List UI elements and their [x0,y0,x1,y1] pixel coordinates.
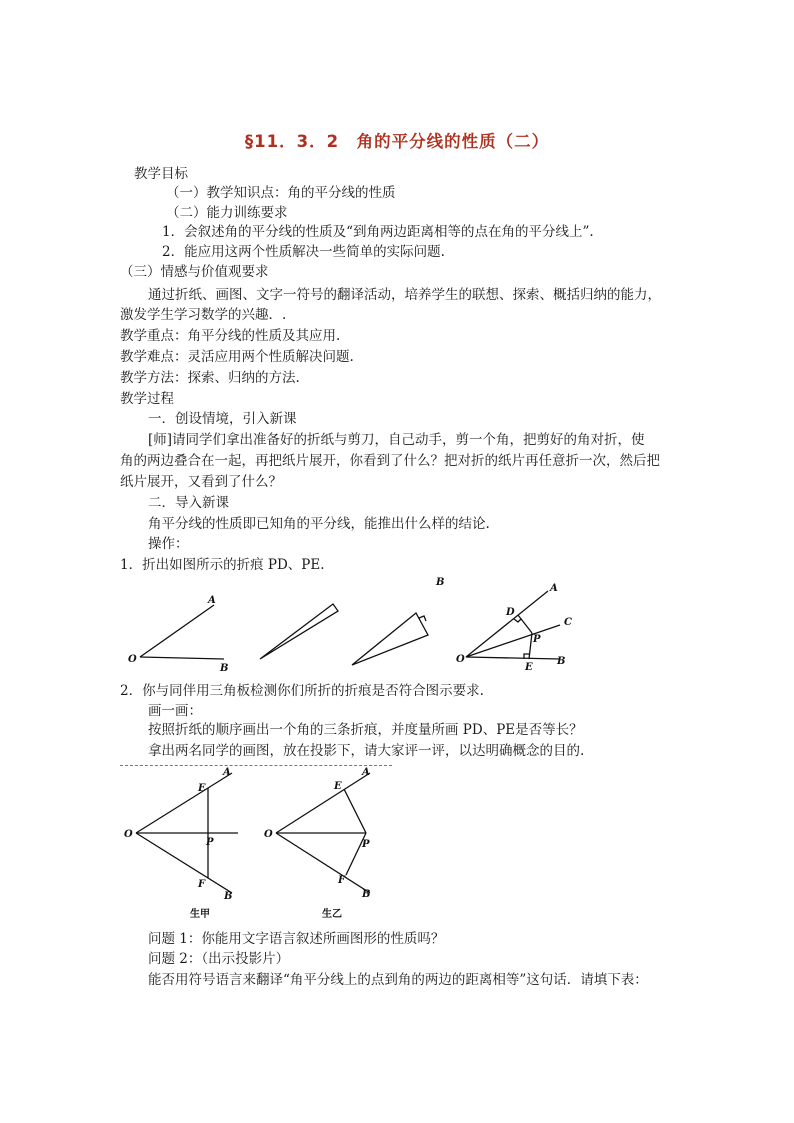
label-p: P [533,634,541,645]
angle-figure-1 [128,595,228,674]
step1-heading: 一．创设情境，引入新课 [148,411,297,427]
student-drawings-figure [120,765,392,925]
goal-emotion: （三）情感与价值观要求 [120,264,269,280]
step2-heading: 二．导入新课 [148,495,229,511]
label-o2: O [456,654,465,665]
right-angle-fold [352,577,444,665]
label-a2: A [550,583,558,594]
step1-line-2: 角的两边叠合在一起，再把纸片展开，你看到了什么？把对折的纸片再任意折一次，然后把 [120,453,660,469]
label-e4: E [334,781,342,792]
label-b4: B [362,889,371,900]
label-o3: O [124,829,133,840]
goals-heading: 教学目标 [134,166,188,182]
draw-heading: 画一画： [148,703,202,719]
operation-2: 2．你与同伴用三角板检测你们所折的折痕是否符合图示要求. [120,683,484,699]
label-a3: A [223,767,231,778]
folding-figure [120,575,590,675]
goal-ability-item-2: 2．能应用这两个性质解决一些简单的实际问题. [162,244,445,260]
question-2-line: 能否用符号语言来翻译“角平分线上的点到角的两边的距离相等”这句话．请填下表： [148,972,648,988]
goal-ability: （二）能力训练要求 [166,205,288,221]
draw-line-1: 按照折纸的顺序画出一个角的三条折痕，并度量所画 PD、PE是否等长？ [148,722,583,738]
question-2: 问题 2：（出示投影片） [148,951,290,967]
label-c: C [564,617,572,628]
label-b: B [220,663,229,674]
step2-line-1: 角平分线的性质即已知角的平分线，能推出什么样的结论. [148,516,490,532]
goal-ability-item-1: 1．会叙述角的平分线的性质及“到角两边距离相等的点在角的平分线上”. [162,224,594,240]
label-e: E [525,662,533,673]
label-top-b: B [436,577,445,588]
label-b2: B [557,656,566,667]
step1-line-3: 纸片展开，又看到了什么？ [120,474,282,490]
step1-line-1: [师]请同学们拿出准备好的折纸与剪刀，自己动手，剪一个角，把剪好的角对折，使 [148,432,645,448]
drawing-student-b [264,767,370,920]
goal-emotion-line-1: 通过折纸、画图、文字一符号的翻译活动，培养学生的联想、探索、概括归纳的能力， [148,287,661,303]
label-e3: E [198,783,206,794]
label-p4: P [362,839,370,850]
method: 教学方法：探索、归纳的方法. [120,370,300,386]
label-o4: O [264,829,273,840]
operation-label: 操作： [148,536,189,552]
label-p3: P [206,837,214,848]
label-o: O [128,654,137,665]
label-f3: F [198,879,206,890]
draw-line-2: 拿出两名同学的画图，放在投影下，请大家评一评，以达明确概念的目的. [148,743,585,759]
label-f4: F [338,875,346,886]
page-title: §11．3．2 角的平分线的性质（二） [244,132,550,151]
drawing-student-a [124,767,238,920]
label-a4: A [362,767,370,778]
process-heading: 教学过程 [120,391,174,407]
caption-student-a: 生甲 [190,909,210,920]
difficulty: 教学难点：灵活应用两个性质解决问题. [120,349,354,365]
fold-crease-figure [456,583,572,673]
goal-knowledge: （一）教学知识点：角的平分线的性质 [166,185,396,201]
caption-student-b: 生乙 [322,909,342,920]
operation-1: 1．折出如图所示的折痕 PD、PE. [120,557,325,573]
goal-emotion-line-2: 激发学生学习数学的兴趣．. [120,307,287,323]
label-d: D [506,607,515,618]
label-b3: B [224,891,233,902]
key-point: 教学重点：角平分线的性质及其应用. [120,328,341,344]
label-a: A [208,595,216,606]
question-1: 问题 1：你能用文字语言叙述所画图形的性质吗？ [148,931,445,947]
folded-sliver [260,604,338,659]
